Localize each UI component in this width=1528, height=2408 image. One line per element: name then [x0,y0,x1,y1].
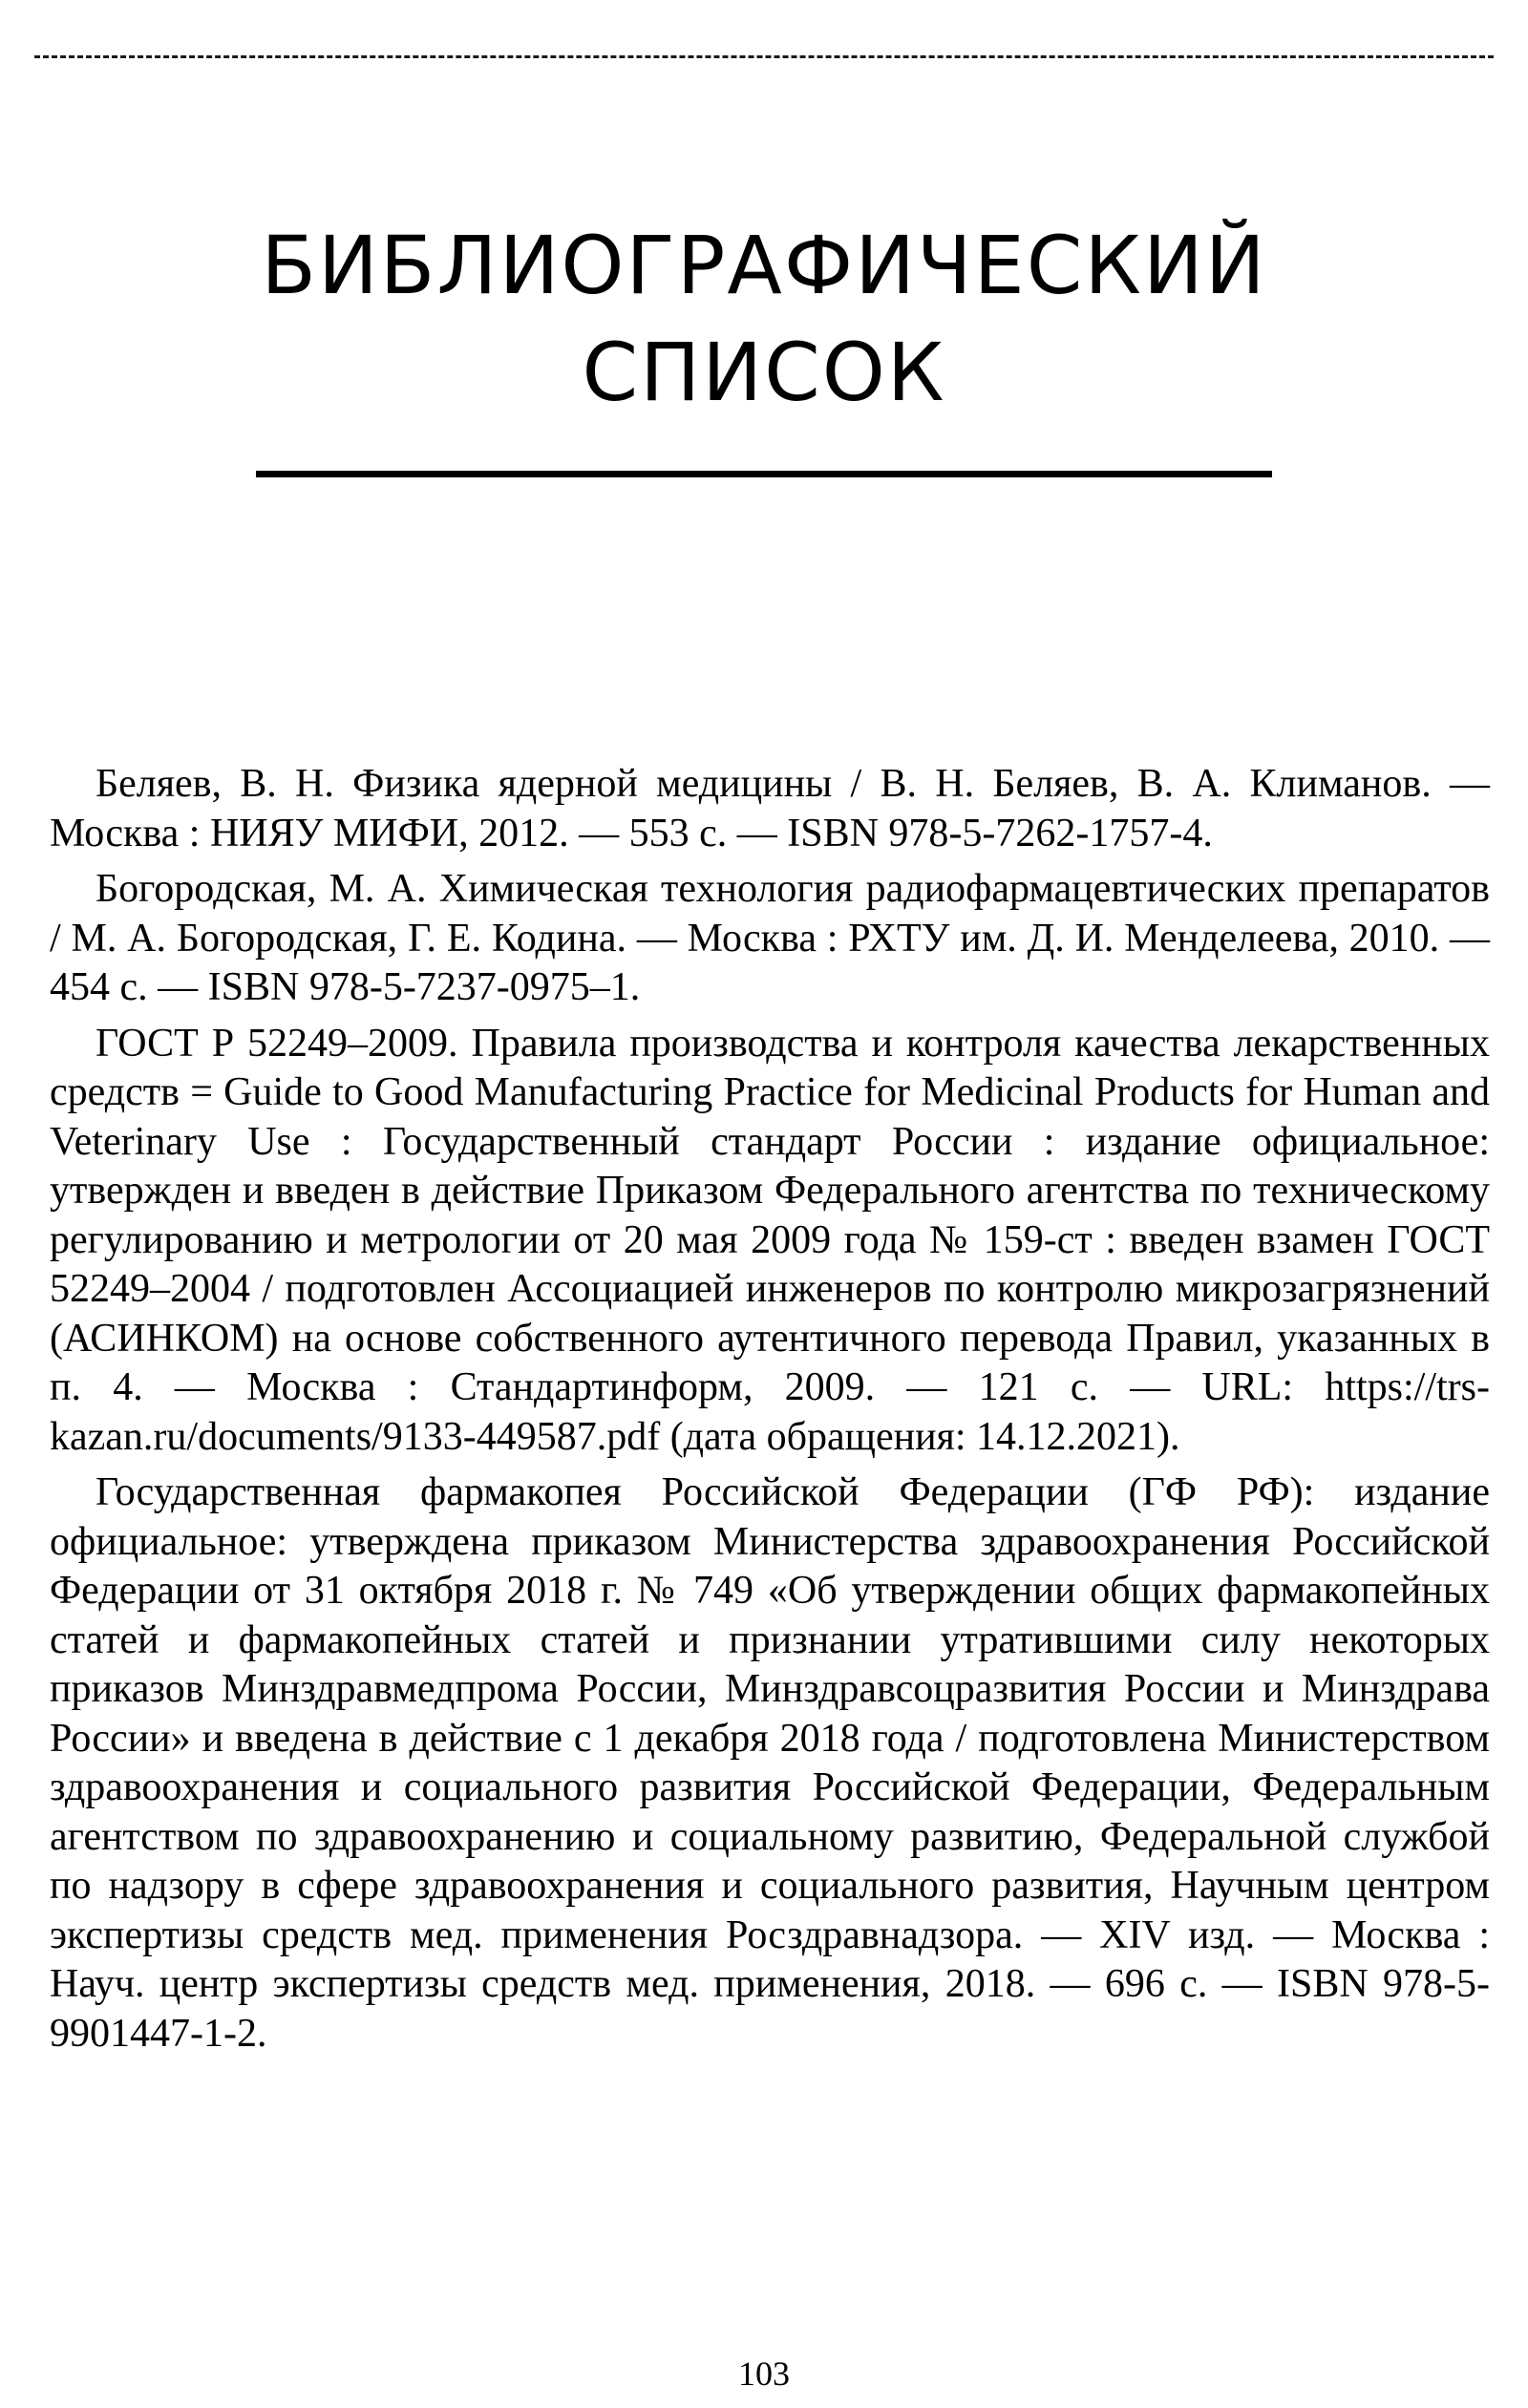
chapter-title-line-1: БИБЛИОГРАФИЧЕСКИЙ [261,219,1267,312]
top-dashed-rule [34,55,1494,58]
bibliography-list [50,760,1490,2065]
bibliography-entry: Государственная фармакопея Российской Федерации (ГФ РФ): издание официальное: утверждена приказом Министерства здравоохранения Российской Федерации от 31 октября 2018 г. № 749 «Об утверждении общих фармакопейных статей и фармакопейных статей и признании утратившими силу некоторых приказов Минздравмедпрома России, Минздравсоцразвития России и Минздрава России» и введена в действие с 1 декабря 2018 года / подготовлена Министерством здравоохранения и социального развития Российской Федерации, Федеральным агентством по здравоохранению и социальному развитию, Федеральной службой по надзору в сфере здравоохранения и социального развития, Научным центром экспертизы средств мед. применения Росздравнадзора. — XIV изд. — Москва : Науч. центр экспертизы средств мед. применения, 2018. — 696 с. — ISBN 978-5-9901447-1-2. [50,1470,1490,2056]
chapter-title-line-2: СПИСОК [582,326,946,419]
page-number: 103 [738,2355,790,2393]
chapter-title [96,212,1432,426]
bibliography-entry: Богородская, М. А. Химическая технология радиофармацевтических препаратов / М. А. Богородская, Г. Е. Кодина. — Москва : РХТУ им. Д. И. Менделеева, 2010. — 454 с. — ISBN 978-5-7237-0975–1. [50,867,1490,1009]
title-underline [256,471,1272,477]
bibliography-entry: ГОСТ Р 52249–2009. Правила производства и контроля качества лекарственных средств = Guide to Good Manufacturing Practice for Medicinal Products for Human and Veterinary Use : Государственный стандарт России : издание официальное: утвержден и введен в действие Приказом Федерального агентства по техническому регулированию и метрологии от 20 мая 2009 года № 159-ст : введен взамен ГОСТ 52249–2004 / подготовлен Ассоциацией инженеров по контролю микрозагрязнений (АСИНКОМ) на основе собственного аутентичного перевода Правил, указанных в п. 4. — Москва : Стандартинформ, 2009. — 121 с. — URL: https://trs-kazan.ru/documents/9133-449587.pdf (дата обращения: 14.12.2021). [50,1021,1490,1459]
bibliography-entry: Беляев, В. Н. Физика ядерной медицины / В. Н. Беляев, В. А. Климанов. — Москва : НИЯУ МИФИ, 2012. — 553 с. — ISBN 978-5-7262-1757-4. [50,762,1490,855]
